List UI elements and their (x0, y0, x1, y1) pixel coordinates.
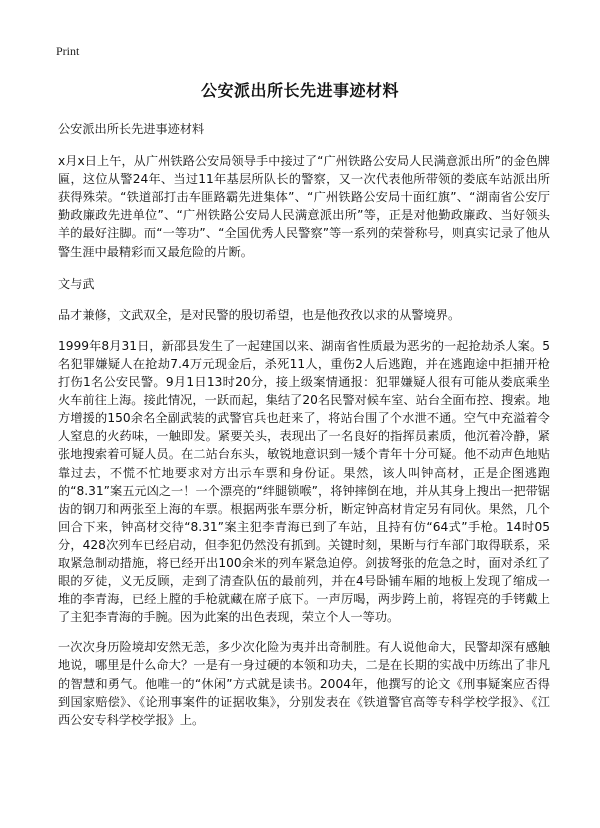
document-subtitle: 公安派出所长先进事迹材料 (58, 122, 205, 136)
section-heading: 文与武 (58, 276, 95, 291)
closing-paragraph: 一次次身历险境却安然无恙，多少次化险为夷并出奇制胜。有人说他命大，民警却深有感触地说，哪里是什么命大？一是有一身过硬的本领和功夫，二是在长期的实战中历练出了非凡的智慧和勇气。他唯一的“休闲”方式就是读书。2004年，他撰写的论文《刑事疑案应否得到国家赔偿》、《论刑事案件的证据收集》，分别发表在《铁道警官高等专科学校学报》、《江西公安专科学校学报》上。 (58, 640, 550, 727)
case-paragraph: 1999年8月31日，新邵县发生了一起建国以来、湖南省性质最为恶劣的一起抢劫杀人案。5名犯罪嫌疑人在抢劫7.4万元现金后，杀死11人，重伤2人后逃跑，并在逃跑途中拒捕开枪打伤1名公安民警。9月1日13时20分，接上级案情通报：犯罪嫌疑人很有可能从娄底乘坐火车前往上海。接此情况，一跃而起，集结了20名民警对候车室、站台全面布控、搜索。地方增援的150余名全副武装的武警官兵也赶来了，将站台围了个水泄不通。空气中充溢着令人窒息的火药味，一触即发。紧要关头，表现出了一名良好的指挥员素质，他沉着冷静，紧张地搜索着可疑人员。在二站台东头，敏锐地意识到一矮个青年十分可疑。他不动声色地贴靠过去，不慌不忙地要求对方出示车票和身份证。果然，该人叫钟高材，正是企图逃跑的“8.31”案五元凶之一！一个漂亮的“绊腿锁喉”，将钟摔倒在地，并从其身上搜出一把带锯齿的钢刀和两张至上海的车票。根据两张车票分析，断定钟高材肯定另有同伙。果然，几个回合下来，钟高材交待“8.31”案主犯李青海已到了车站，且持有仿“64式”手枪。14时05分，428次列车已经启动，但李犯仍然没有抓到。关键时刻，果断与行车部门取得联系，采取紧急制动措施，将已经开出100余米的列车紧急迫停。剑拔弩张的危急之时，面对杀红了眼的歹徒，义无反顾，走到了清查队伍的最前列，并在4号卧铺车厢的地板上发现了缩成一堆的李青海，已经上膛的手枪就藏在席子底下。一声厉喝，两步跨上前，将锃亮的手铐戴上了主犯李青海的手腕。因为此案的出色表现，荣立个人一等功。 (58, 338, 550, 625)
document-body (58, 120, 550, 729)
motto-paragraph: 品才兼修，文武双全，是对民警的殷切希望，也是他孜孜以求的从警境界。 (58, 307, 461, 322)
document-title: 公安派出所长先进事迹材料 (200, 81, 399, 100)
print-link[interactable]: Print (56, 44, 80, 58)
intro-paragraph: x月x日上午，从广州铁路公安局领导手中接过了“广州铁路公安局人民满意派出所”的金色牌匾，这位从警24年、当过11年基层所队长的警察，又一次代表他所带领的娄底车站派出所获得殊荣。“铁道部打击车匪路霸先进集体”、“广州铁路公安局十面红旗”、“湖南省公安厅勤政廉政先进单位”、“广州铁路公安局人民满意派出所”等，正是对他勤政廉政、当好领头羊的最好注脚。而“一等功”、“全国优秀人民警察”等一系列的荣誉称号，则真实记录了他从警生涯中最精彩而又最危险的片断。 (58, 154, 550, 259)
